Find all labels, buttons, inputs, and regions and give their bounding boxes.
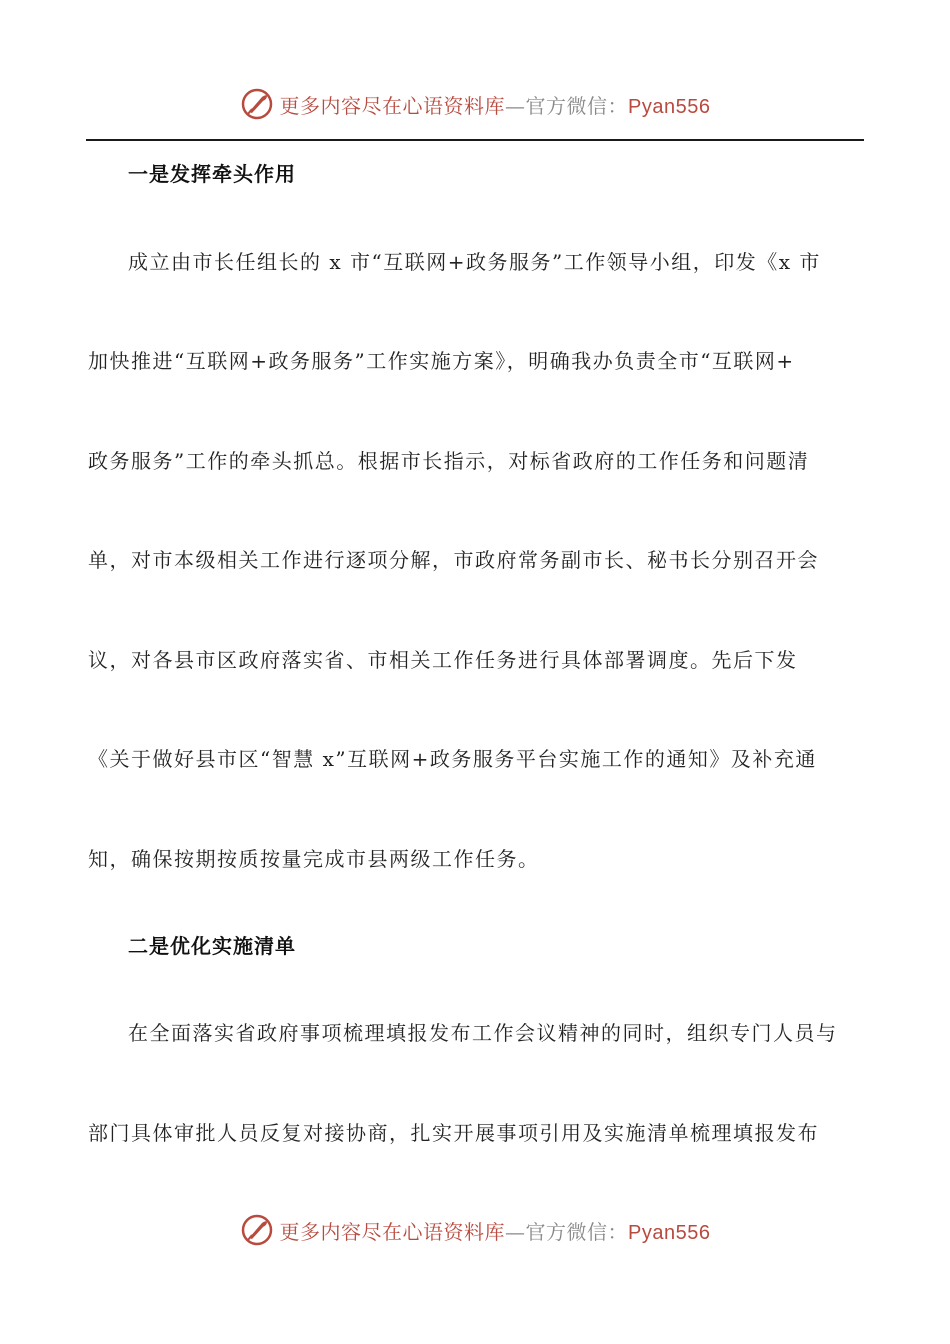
banner-suffix: 官方微信：: [525, 1219, 629, 1244]
banner-wechat-id: Pyan556: [628, 1221, 711, 1244]
paragraph-line: 在全面落实省政府事项梳理填报发布工作会议精神的同时，组织专门人员与: [128, 1021, 838, 1045]
banner-suffix: 官方微信：: [525, 93, 629, 118]
banner-wechat-id: Pyan556: [628, 95, 711, 118]
section-heading-2: 二是优化实施清单: [128, 934, 296, 958]
header-rule: [86, 139, 864, 141]
banner-prefix: 更多内容尽在心语资料库: [279, 1219, 506, 1244]
paragraph-line: 加快推进“互联网+政务服务”工作实施方案》，明确我办负责全市“互联网+: [88, 349, 795, 373]
paragraph-line: 《关于做好县市区“智慧 x”互联网+政务服务平台实施工作的通知》及补充通: [88, 747, 817, 771]
header-banner: [0, 84, 950, 124]
paragraph-line: 部门具体审批人员反复对接协商，扎实开展事项引用及实施清单梳理填报发布: [88, 1121, 819, 1145]
quill-pen-logo-icon: [240, 1213, 274, 1247]
banner-text: [280, 90, 711, 119]
banner-separator: —: [505, 1219, 526, 1244]
paragraph-line: 知，确保按期按质按量完成市县两级工作任务。: [88, 847, 540, 871]
quill-pen-logo-icon: [240, 87, 274, 121]
section-heading-1: 一是发挥牵头作用: [128, 162, 296, 186]
banner-separator: —: [505, 93, 526, 118]
paragraph-line: 单，对市本级相关工作进行逐项分解，市政府常务副市长、秘书长分别召开会: [88, 548, 819, 572]
paragraph-line: 政务服务”工作的牵头抓总。根据市长指示，对标省政府的工作任务和问题清: [88, 449, 810, 473]
footer-banner: [0, 1210, 950, 1250]
banner-prefix: 更多内容尽在心语资料库: [279, 93, 506, 118]
banner-text: [280, 1216, 711, 1245]
paragraph-line: 成立由市长任组长的 x 市“互联网+政务服务”工作领导小组，印发《x 市: [128, 250, 821, 274]
paragraph-line: 议，对各县市区政府落实省、市相关工作任务进行具体部署调度。先后下发: [88, 648, 798, 672]
